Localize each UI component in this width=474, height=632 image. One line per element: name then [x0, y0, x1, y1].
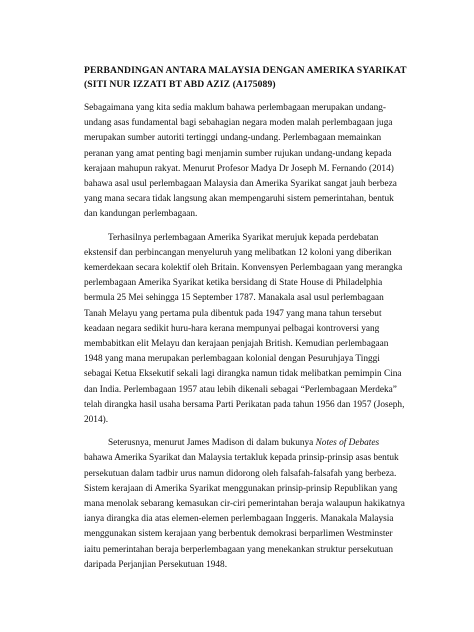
text-line: bahawa Amerika Syarikat dan Malaysia tertakluk kepada prinsip-prinsip asas bentuk	[84, 453, 399, 464]
text-line: merupakan sumber autoriti tertinggi undang-undang. Perlembagaan memainkan	[84, 133, 382, 144]
title-line: PERBANDINGAN ANTARA MALAYSIA DENGAN AMERIKA SYARIKAT	[84, 65, 407, 76]
text-line: perlembagaan Amerika Syarikat ketika bersidang di State House di Philadelphia	[84, 278, 383, 289]
text-line: daripada Perjanjian Persekutuan 1948.	[84, 559, 228, 570]
paragraph-1	[84, 101, 397, 223]
text-line: yang mana secara tidak langsung akan mempengaruhi sistem pemerintahan, bentuk	[84, 194, 394, 205]
text-line	[84, 436, 392, 451]
text-line: persekutuan dalam tadbir urus namun didorong oleh falsafah-falsafah yang berbeza.	[84, 468, 397, 479]
paragraph-2	[84, 231, 405, 429]
text-line: membabitkan elit Melayu dan kerajaan penjajah British. Kemudian perlembagaan	[84, 339, 389, 350]
text-line: sebagai Ketua Eksekutif sekali lagi dirangka namun tidak melibatkan pemimpin Cina	[84, 369, 402, 380]
text-line: ianya dirangka dia atas elemen-elemen perlembagaan Inggeris. Manakala Malaysia	[84, 514, 394, 525]
title-line: (SITI NUR IZZATI BT ABD AZIZ (A175089)	[84, 79, 276, 90]
document-body	[84, 64, 407, 573]
text-line: mana menolak sebarang kemasukan cir-ciri pemerintahan beraja walaupun hakikatnya	[84, 499, 405, 510]
text-line: Tanah Melayu yang pertama pula dibentuk pada 1947 yang mana tahun tersebut	[84, 308, 382, 319]
text-line: 1948 yang mana merupakan perlembagaan kolonial dengan Pesuruhjaya Tinggi	[84, 354, 380, 365]
text-line: iaitu pemerintahan beraja berperlembagaan yang menekankan struktur persekutuan	[84, 544, 393, 555]
text-line: ekstensif dan perbincangan menyeluruh yang melibatkan 12 koloni yang diberikan	[84, 247, 392, 258]
text-line: keadaan negara sedikit huru-hara kerana mempunyai pelbagai kontroversi yang	[84, 323, 380, 334]
text-line: menggunakan sistem kerajaan yang berbentuk demokrasi berparlimen Westminster	[84, 529, 393, 540]
document-title	[84, 64, 407, 92]
text-line: dan India. Perlembagaan 1957 atau lebih dikenali sebagai “Perlembagaan Merdeka”	[84, 384, 397, 395]
text-line: peranan yang amat penting bagi menjamin sumber rujukan undang-undang kepada	[84, 148, 392, 159]
text-line: telah dirangka hasil usaha bersama Parti Perikatan pada tahun 1956 dan 1957 (Joseph,	[84, 399, 405, 410]
book-title: Notes of Debates	[315, 438, 380, 449]
text-line: Sebagaimana yang kita sedia maklum bahawa perlembagaan merupakan undang-	[84, 103, 387, 113]
text-line: kemerdekaan secara kolektif oleh Britain. Konvensyen Perlembagaan yang merangka	[84, 263, 403, 274]
text-line: bahawa asal usul perlembagaan Malaysia dan Amerika Syarikat sangat jauh berbeza	[84, 179, 397, 190]
text-line: 2014).	[84, 415, 109, 426]
text-line: Terhasilnya perlembagaan Amerika Syarikat merujuk kepada perdebatan	[108, 232, 379, 243]
text-line: kerajaan mahupun rakyat. Menurut Profesor Madya Dr Joseph M. Fernando (2014)	[84, 163, 394, 174]
text-line: dan kandungan perlembagaan.	[84, 209, 198, 220]
text-line: undang asas fundamental bagi sebahagian negara moden malah perlembagaan juga	[84, 118, 393, 129]
paragraph-3	[84, 436, 405, 573]
text-line: bermula 25 Mei sehingga 15 September 1787. Manakala asal usul perlembagaan	[84, 293, 384, 304]
text-line: Sistem kerajaan di Amerika Syarikat menggunakan prinsip-prinsip Republikan yang	[84, 483, 398, 494]
text-segment: Seterusnya, menurut James Madison di dalam bukunya	[108, 438, 316, 449]
